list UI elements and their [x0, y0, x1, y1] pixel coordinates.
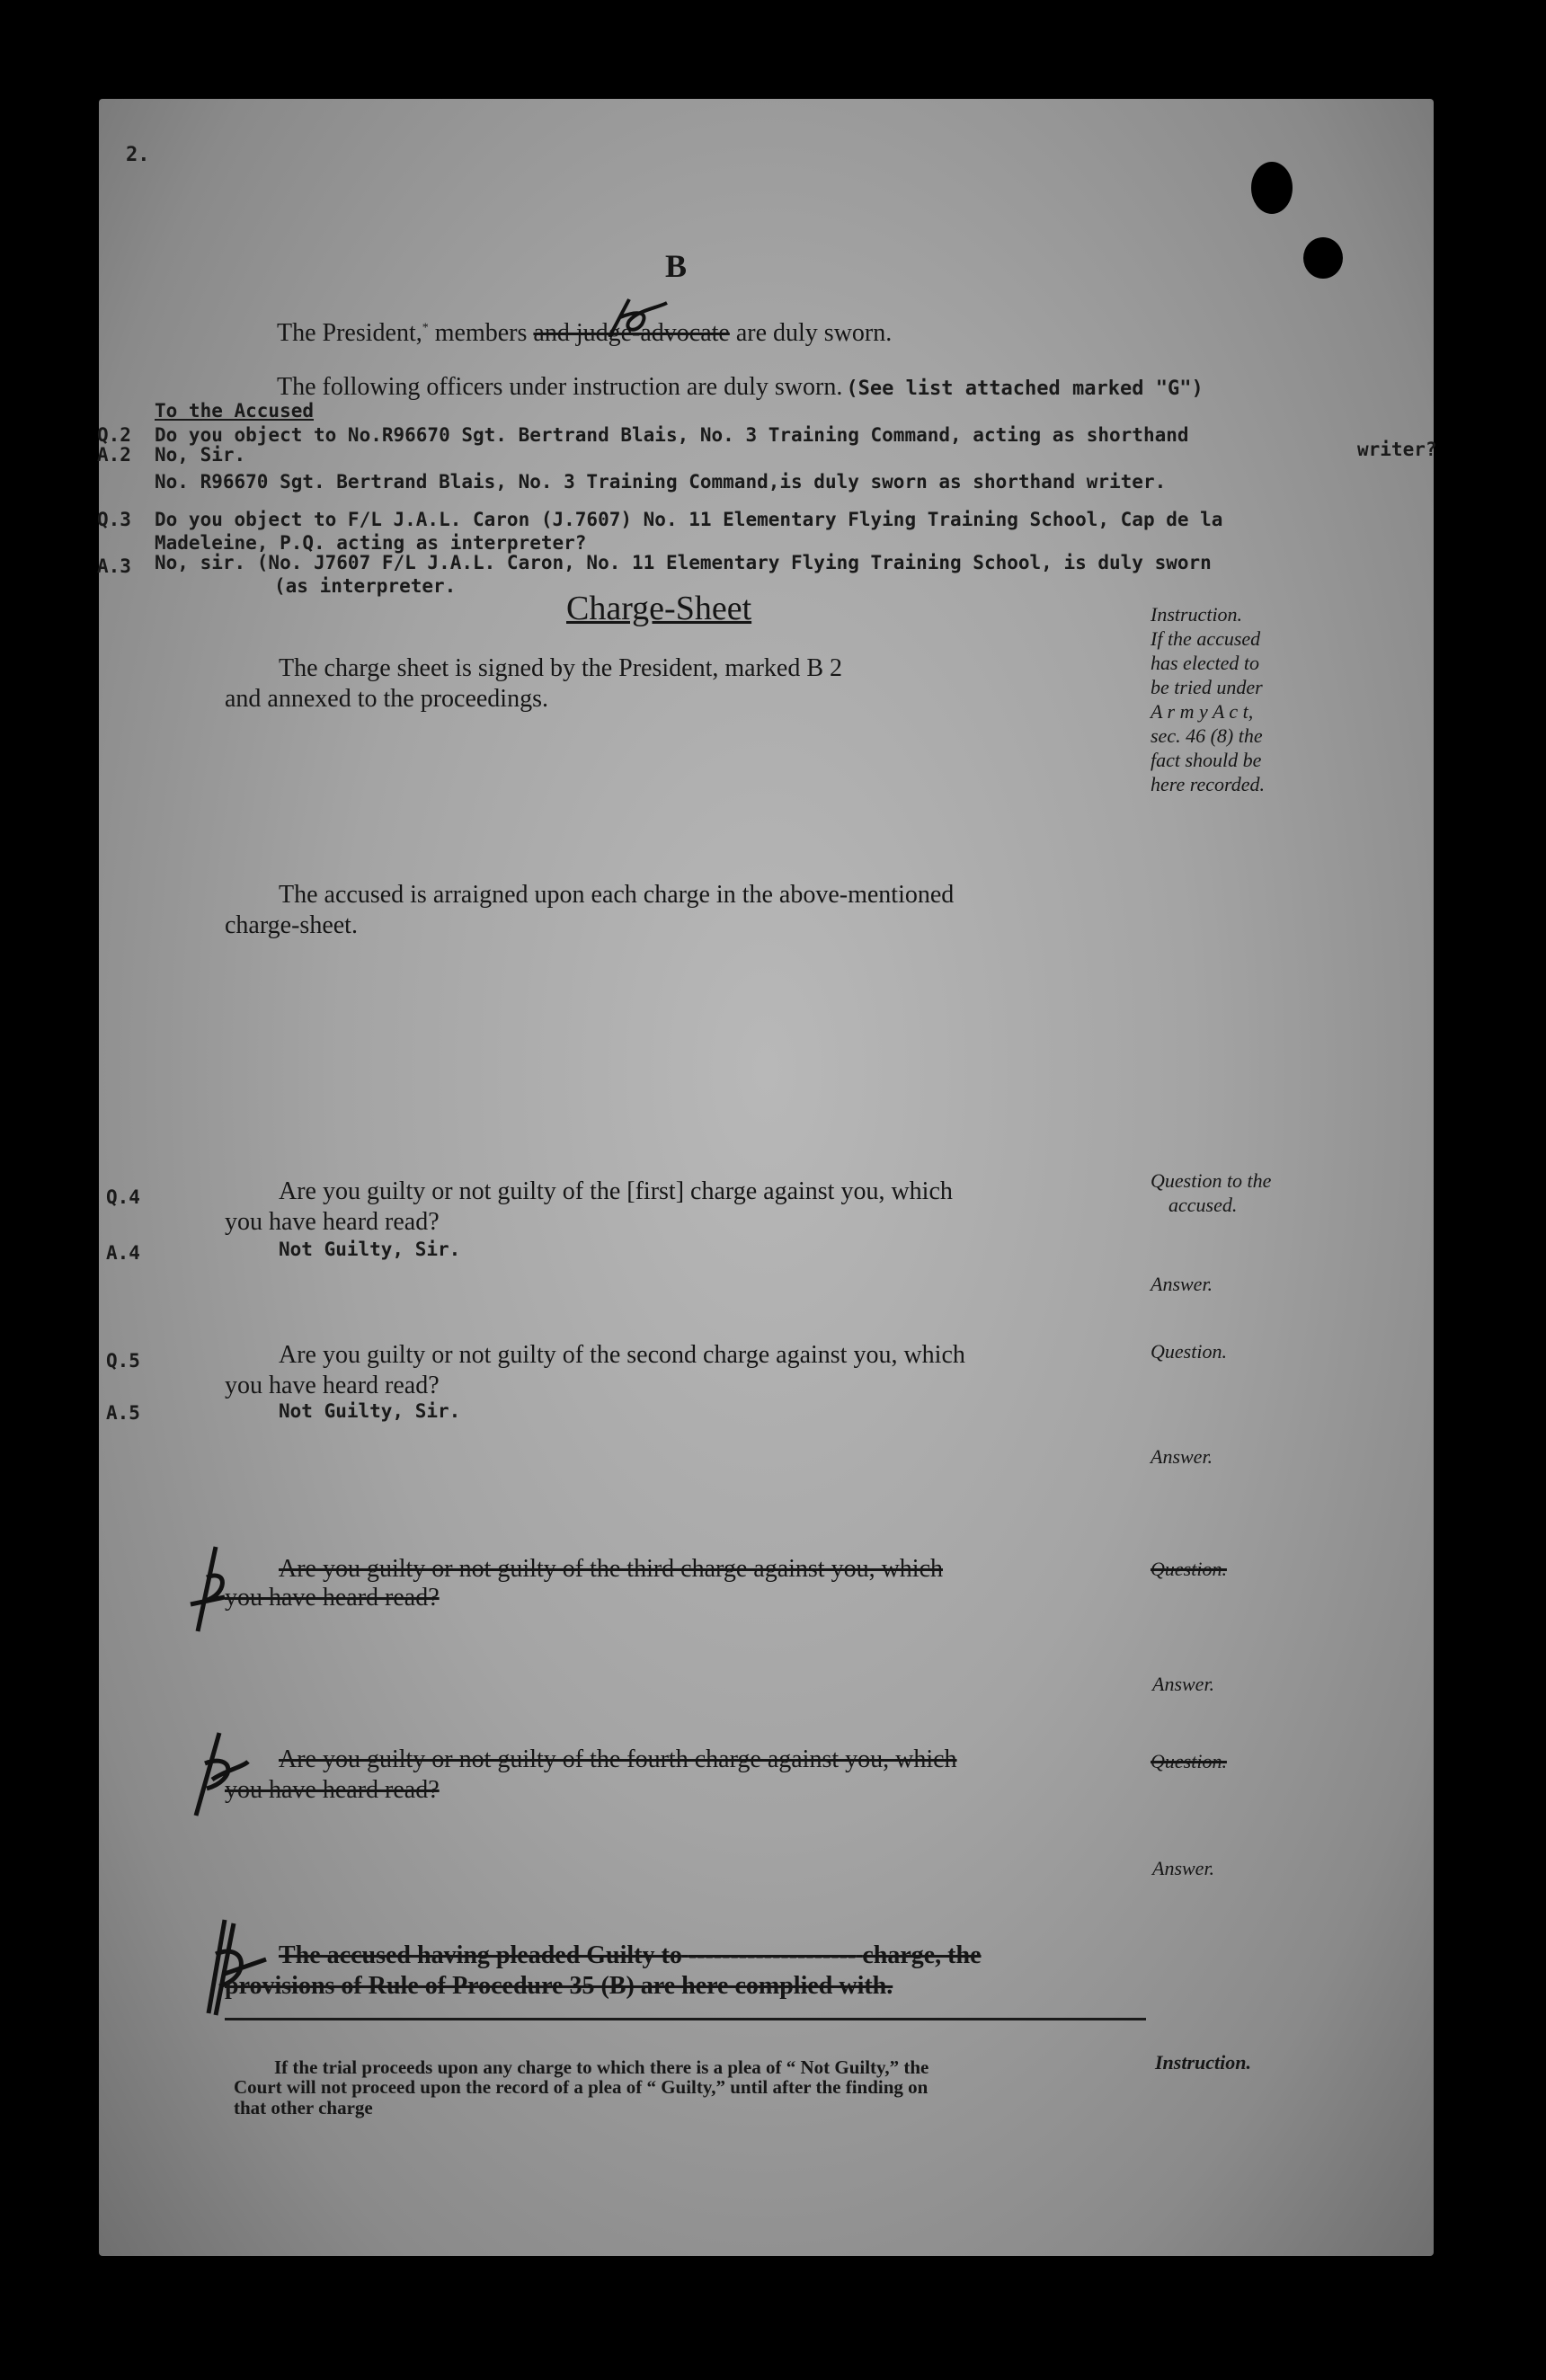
initials-signature — [602, 292, 674, 346]
fourth-charge-answer: Answer. — [1152, 1857, 1215, 1879]
q2-text-cont: writer? — [1357, 439, 1437, 460]
sworn-members: members — [434, 319, 528, 347]
punch-hole — [1251, 162, 1293, 214]
pleaded-line1 — [279, 1941, 982, 1970]
q2-label: Q.2 — [97, 424, 131, 446]
a4-margin: Answer. — [1151, 1273, 1213, 1295]
third-charge-line1: Are you guilty or not guilty of the third charge against you, which — [279, 1555, 944, 1583]
a2-text: No, Sir. — [155, 444, 246, 466]
q3-text-cont: Madeleine, P.Q. acting as interpreter? — [155, 532, 587, 554]
document-page — [97, 99, 1437, 2256]
a5-margin: Answer. — [1151, 1445, 1213, 1468]
third-charge-line2: you have heard read? — [225, 1584, 440, 1612]
q5-label: Q.5 — [106, 1350, 140, 1372]
section-letter: B — [665, 248, 688, 284]
fourth-charge-line1: Are you guilty or not guilty of the fourth charge against you, which — [279, 1745, 957, 1773]
arraigned-line1: The accused is arraigned upon each charge in the above-mentioned — [279, 881, 955, 909]
pleaded-line2: provisions of Rule of Procedure 35 (B) are here complied with. — [225, 1972, 893, 2000]
a2-label: A.2 — [97, 444, 131, 466]
a3-label: A.3 — [97, 555, 131, 577]
pleaded-line1-a: The accused having pleaded Guilty to — [279, 1941, 682, 1969]
charge-sheet-heading: Charge-Sheet — [566, 590, 752, 627]
sworn-line — [277, 319, 892, 348]
charge-sheet-line1: The charge sheet is signed by the President, marked B 2 — [279, 654, 842, 682]
punch-hole — [1303, 237, 1343, 279]
officers-printed: The following officers under instruction are duly sworn. — [277, 373, 843, 401]
a2-text-cont: No. R96670 Sgt. Bertrand Blais, No. 3 Training Command,is duly sworn as shorthand writer. — [155, 471, 1167, 493]
arraigned-line2: charge-sheet. — [225, 911, 358, 939]
pleaded-line1-b: charge, the — [862, 1941, 982, 1969]
insert-mark: * — [422, 321, 429, 335]
q2-text: Do you object to No.R96670 Sgt. Bertrand Blais, No. 3 Training Command, acting as shorthand — [155, 424, 1189, 446]
third-charge-answer: Answer. — [1152, 1673, 1215, 1695]
instruction-line: fact should be — [1151, 749, 1262, 771]
divider-line — [225, 2018, 1146, 2020]
q4-label: Q.4 — [106, 1186, 140, 1208]
instruction-line: sec. 46 (8) the — [1151, 724, 1263, 747]
to-accused-label: To the Accused — [155, 400, 315, 422]
q5-line1: Are you guilty or not guilty of the second charge against you, which — [279, 1341, 965, 1369]
q4-margin-line2: accused. — [1168, 1194, 1238, 1216]
footer-line1: If the trial proceeds upon any charge to which there is a plea of “ Not Guilty,” the — [274, 2056, 929, 2078]
instruction-title: Instruction. — [1151, 603, 1243, 626]
a5-text: Not Guilty, Sir. — [279, 1400, 461, 1422]
footer-line3: that other charge — [234, 2097, 373, 2118]
instruction-line: here recorded. — [1151, 773, 1266, 795]
instruction-line: If the accused — [1151, 627, 1261, 650]
strike-initials-fourth — [180, 1726, 252, 1825]
instruction-margin-note — [1151, 602, 1265, 796]
officers-typed: (See list attached marked "G") — [846, 377, 1204, 400]
fourth-charge-line2: you have heard read? — [225, 1776, 440, 1804]
third-charge-margin: Question. — [1151, 1558, 1227, 1580]
page-number: 2. — [126, 144, 150, 166]
q4-margin-line1: Question to the — [1151, 1169, 1272, 1192]
q5-margin: Question. — [1151, 1340, 1227, 1363]
a5-label: A.5 — [106, 1402, 140, 1424]
officers-line — [277, 373, 1204, 402]
q4-margin-note — [1151, 1168, 1271, 1217]
sworn-prefix: The President, — [277, 319, 422, 347]
a3-text-cont: (as interpreter. — [274, 575, 457, 597]
a4-text: Not Guilty, Sir. — [279, 1239, 461, 1260]
instruction-line: be tried under — [1151, 676, 1263, 698]
q5-line2: you have heard read? — [225, 1372, 440, 1399]
strike-initials-pleaded — [189, 1914, 270, 2022]
instruction-line: A r m y A c t, — [1151, 700, 1254, 723]
a3-text: No, sir. (No. J7607 F/L J.A.L. Caron, No. 11 Elementary Flying Training School, is duly sworn — [155, 552, 1212, 573]
q3-text: Do you object to F/L J.A.L. Caron (J.7607) No. 11 Elementary Flying Training School, Cap de la — [155, 509, 1223, 530]
charge-sheet-line2: and annexed to the proceedings. — [225, 685, 548, 713]
q4-line1: Are you guilty or not guilty of the [first] charge against you, which — [279, 1177, 953, 1205]
footer-instruction-margin: Instruction. — [1155, 2051, 1251, 2074]
sworn-struck-text: and judge-advocate — [533, 319, 730, 347]
a4-label: A.4 — [106, 1242, 140, 1264]
q4-line2: you have heard read? — [225, 1208, 440, 1236]
sworn-suffix: are duly sworn. — [735, 319, 893, 347]
instruction-line: has elected to — [1151, 652, 1259, 674]
pleaded-dashes: -------------------- — [688, 1941, 857, 1969]
footer-line2: Court will not proceed upon the record of a plea of “ Guilty,” until after the finding on — [234, 2076, 928, 2098]
fourth-charge-margin: Question. — [1151, 1750, 1227, 1772]
q3-label: Q.3 — [97, 509, 131, 530]
